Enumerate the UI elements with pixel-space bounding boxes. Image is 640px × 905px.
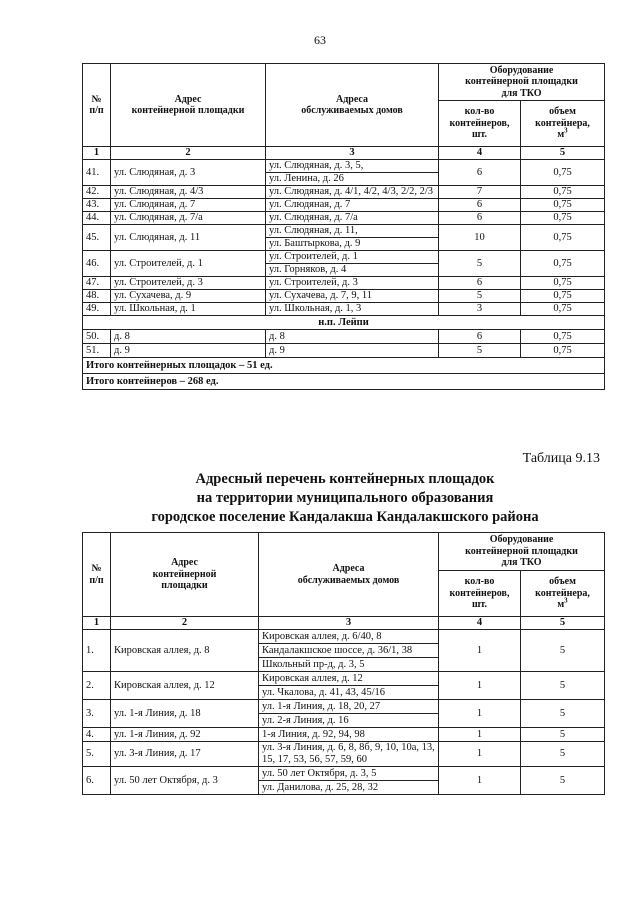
served-house-address: д. 8 [266, 330, 439, 344]
site-address: ул. Школьная, д. 1 [111, 303, 266, 316]
col-equipment-header: Оборудование контейнерной площадки для ТКО [439, 64, 605, 101]
container-count: 1 [439, 742, 521, 767]
served-house-address: Кандалакшское шоссе, д. 36/1, 38 [259, 644, 439, 658]
col-volume-header: объем контейнера, $м^3$ [521, 101, 605, 147]
site-address: ул. Слюдяная, д. 7/а [111, 212, 266, 225]
site-address: ул. 1-я Линия, д. 18 [111, 700, 259, 728]
container-count: 10 [439, 225, 521, 251]
served-house-address: 1-я Линия, д. 92, 94, 98 [259, 728, 439, 742]
table-label: Таблица 9.13 [522, 451, 600, 466]
served-house-address: ул. Горняков, д. 4 [266, 264, 439, 277]
total-total-sites: Итого контейнерных площадок – 51 ед. [83, 358, 605, 374]
table-row [83, 767, 605, 781]
containers-table-continued [82, 63, 605, 390]
container-count: 5 [439, 251, 521, 277]
site-address: Кировская аллея, д. 8 [111, 630, 259, 672]
table-title: Адресный перечень контейнерных площадок на территории муниципального образования городское поселение Кандалакша Кандалакшского района [151, 471, 539, 525]
row-number: 3. [83, 700, 111, 728]
table-row [83, 277, 605, 290]
container-volume: 0,75 [521, 330, 605, 344]
section-heading: н.п. Лейпи [83, 316, 605, 330]
col-site-header: Адрес контейнерной площадки [111, 533, 259, 617]
served-house-address: ул. Слюдяная, д. 11, [266, 225, 439, 238]
container-volume: 0,75 [521, 186, 605, 199]
row-number: 6. [83, 767, 111, 795]
container-volume: 0,75 [521, 277, 605, 290]
served-house-address: ул. 3-я Линия, д. 6, 8, 8б, 9, 10, 10а, 13, 15, 17, 53, 56, 57, 59, 60 [259, 742, 439, 767]
section-row [83, 316, 605, 330]
table-row [83, 700, 605, 714]
table-row [83, 630, 605, 644]
table-row [83, 330, 605, 344]
served-house-address: ул. 50 лет Октября, д. 3, 5 [259, 767, 439, 781]
served-house-address: ул. Слюдяная, д. 7/а [266, 212, 439, 225]
containers-table-9-13 [82, 532, 605, 795]
served-house-address: Школьный пр-д, д. 3, 5 [259, 658, 439, 672]
served-house-address: ул. Ленина, д. 26 [266, 173, 439, 186]
served-house-address: д. 9 [266, 344, 439, 358]
served-house-address: Кировская аллея, д. 12 [259, 672, 439, 686]
site-address: ул. Сухачева, д. 9 [111, 290, 266, 303]
site-address: ул. Строителей, д. 3 [111, 277, 266, 290]
container-volume: 0,75 [521, 212, 605, 225]
container-count: 5 [439, 344, 521, 358]
table-row [83, 251, 605, 264]
row-number: 43. [83, 199, 111, 212]
row-number: 44. [83, 212, 111, 225]
site-address: ул. Слюдяная, д. 11 [111, 225, 266, 251]
container-count: 3 [439, 303, 521, 316]
served-house-address: ул. Сухачева, д. 7, 9, 11 [266, 290, 439, 303]
table-row [83, 672, 605, 686]
col-equipment-header: Оборудование контейнерной площадки для ТКО [439, 533, 605, 571]
row-number: 2. [83, 672, 111, 700]
col-houses-header: Адреса обслуживаемых домов [259, 533, 439, 617]
served-house-address: ул. 2-я Линия, д. 16 [259, 714, 439, 728]
site-address: ул. Слюдяная, д. 7 [111, 199, 266, 212]
table-row [83, 290, 605, 303]
row-number: 45. [83, 225, 111, 251]
container-volume: 5 [521, 728, 605, 742]
container-volume: 5 [521, 742, 605, 767]
table-row [83, 199, 605, 212]
table-row [83, 742, 605, 767]
site-address: ул. 3-я Линия, д. 17 [111, 742, 259, 767]
site-address: Кировская аллея, д. 12 [111, 672, 259, 700]
container-count: 6 [439, 199, 521, 212]
site-address: ул. Слюдяная, д. 3 [111, 160, 266, 186]
served-house-address: ул. Строителей, д. 1 [266, 251, 439, 264]
site-address: ул. Строителей, д. 1 [111, 251, 266, 277]
site-address: ул. Слюдяная, д. 4/3 [111, 186, 266, 199]
container-count: 6 [439, 160, 521, 186]
table-row [83, 303, 605, 316]
row-number: 5. [83, 742, 111, 767]
row-number: 51. [83, 344, 111, 358]
container-count: 6 [439, 212, 521, 225]
site-address: д. 9 [111, 344, 266, 358]
container-volume: 5 [521, 767, 605, 795]
table-row [83, 186, 605, 199]
container-count: 1 [439, 630, 521, 672]
container-count: 5 [439, 290, 521, 303]
container-count: 1 [439, 700, 521, 728]
served-house-address: ул. 1-я Линия, д. 18, 20, 27 [259, 700, 439, 714]
col-site-header: Адрес контейнерной площадки [111, 64, 266, 147]
container-volume: 0,75 [521, 199, 605, 212]
container-volume: 0,75 [521, 225, 605, 251]
container-volume: 0,75 [521, 303, 605, 316]
col-num-header: № п/п [83, 533, 111, 617]
container-volume: 0,75 [521, 290, 605, 303]
table-row [83, 212, 605, 225]
container-volume: 5 [521, 672, 605, 700]
served-house-address: ул. Слюдяная, д. 3, 5, [266, 160, 439, 173]
served-house-address: Кировская аллея, д. 6/40, 8 [259, 630, 439, 644]
served-house-address: ул. Строителей, д. 3 [266, 277, 439, 290]
total-row [83, 358, 605, 374]
container-volume: 0,75 [521, 251, 605, 277]
row-number: 4. [83, 728, 111, 742]
table-row [83, 728, 605, 742]
served-house-address: ул. Данилова, д. 25, 28, 32 [259, 781, 439, 795]
container-volume: 0,75 [521, 160, 605, 186]
container-volume: 0,75 [521, 344, 605, 358]
row-number: 48. [83, 290, 111, 303]
site-address: д. 8 [111, 330, 266, 344]
served-house-address: ул. Баштыркова, д. 9 [266, 238, 439, 251]
total-total-containers: Итого контейнеров – 268 ед. [83, 374, 605, 390]
row-number: 50. [83, 330, 111, 344]
col-count-header: кол-во контейнеров, шт. [439, 101, 521, 147]
table-row [83, 344, 605, 358]
index-row: 1 2 3 4 5 [83, 617, 605, 630]
col-count-header: кол-во контейнеров, шт. [439, 571, 521, 617]
container-count: 6 [439, 277, 521, 290]
served-house-address: ул. Слюдяная, д. 7 [266, 199, 439, 212]
row-number: 1. [83, 630, 111, 672]
served-house-address: ул. Слюдяная, д. 4/1, 4/2, 4/3, 2/2, 2/3 [266, 186, 439, 199]
container-volume: 5 [521, 630, 605, 672]
served-house-address: ул. Школьная, д. 1, 3 [266, 303, 439, 316]
container-count: 1 [439, 767, 521, 795]
container-count: 1 [439, 672, 521, 700]
col-houses-header: Адреса обслуживаемых домов [266, 64, 439, 147]
page-number: 63 [314, 33, 326, 47]
row-number: 46. [83, 251, 111, 277]
container-volume: 5 [521, 700, 605, 728]
row-number: 41. [83, 160, 111, 186]
col-volume-header: объем контейнера, $м^3$ [521, 571, 605, 617]
index-row: 1 2 3 4 5 [83, 147, 605, 160]
total-row [83, 374, 605, 390]
row-number: 42. [83, 186, 111, 199]
row-number: 49. [83, 303, 111, 316]
table-row [83, 160, 605, 173]
container-count: 1 [439, 728, 521, 742]
container-count: 7 [439, 186, 521, 199]
served-house-address: ул. Чкалова, д. 41, 43, 45/16 [259, 686, 439, 700]
site-address: ул. 1-я Линия, д. 92 [111, 728, 259, 742]
container-count: 6 [439, 330, 521, 344]
col-num-header: № п/п [83, 64, 111, 147]
row-number: 47. [83, 277, 111, 290]
table-row [83, 225, 605, 238]
site-address: ул. 50 лет Октября, д. 3 [111, 767, 259, 795]
